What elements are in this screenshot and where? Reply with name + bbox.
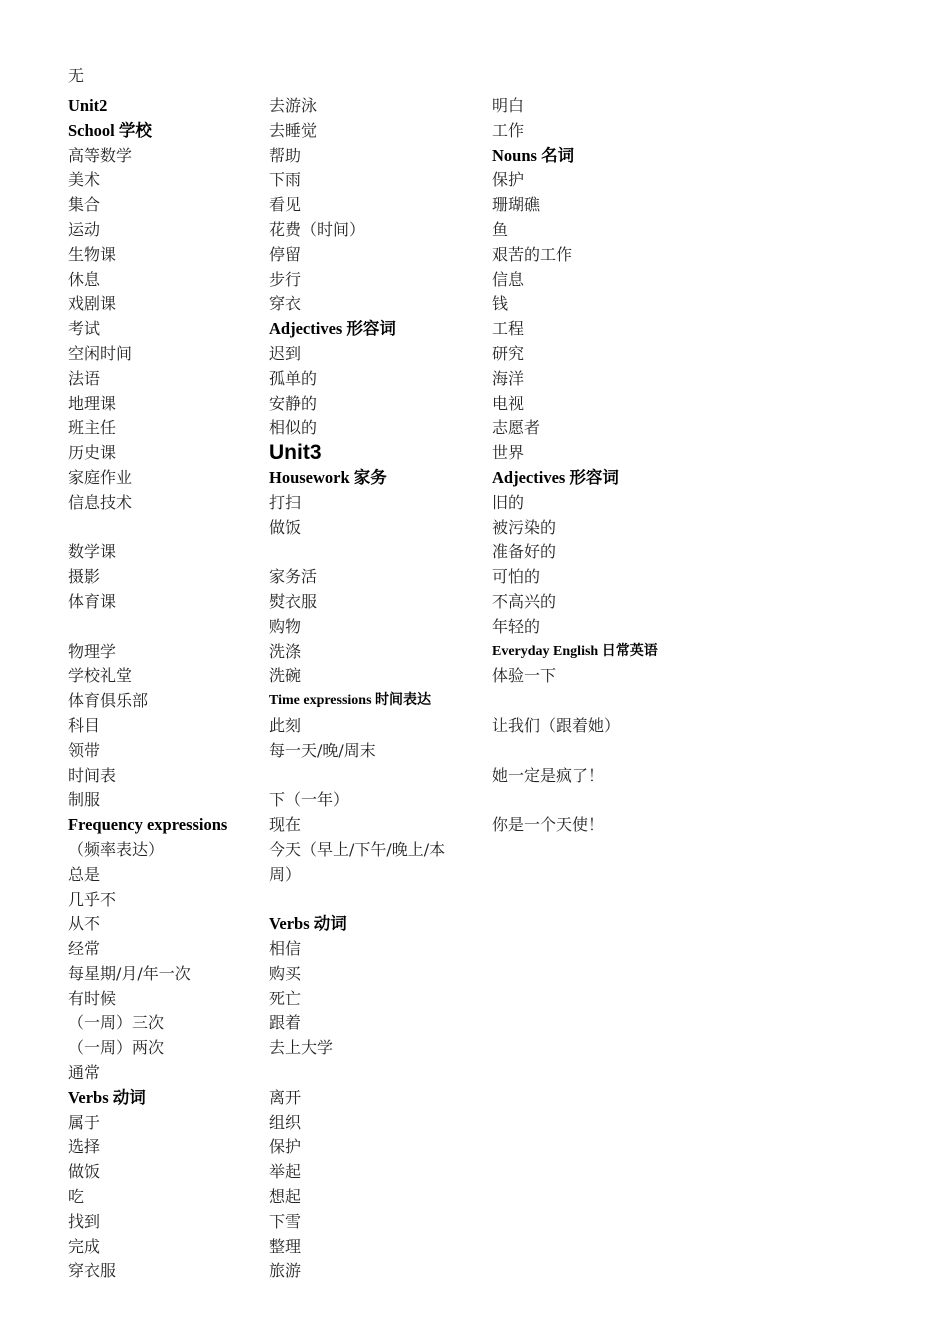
vocab-item — [269, 540, 469, 565]
vocab-item: 学校礼堂 — [68, 666, 133, 686]
vocab-item: 旅游 — [269, 1261, 302, 1281]
vocab-item: 世界 — [492, 443, 525, 463]
section-heading: Verbs 动词 — [269, 914, 347, 934]
vocab-item: 不高兴的 — [492, 591, 557, 611]
vocab-item: 电视 — [492, 393, 525, 413]
vocab-item: 保护 — [269, 1137, 302, 1157]
vocab-item: 工程 — [492, 319, 525, 339]
vocab-item: 志愿者 — [492, 418, 541, 438]
vocab-item: 高等数学 — [68, 145, 133, 165]
vocab-item: 摄影 — [68, 567, 101, 587]
vocab-item: 洗碗 — [269, 666, 302, 686]
vocab-item: 数学课 — [68, 542, 117, 562]
vocab-item: 班主任 — [68, 418, 117, 438]
vocab-item: 花费（时间） — [269, 219, 366, 239]
vocab-item: 去游泳 — [269, 96, 318, 115]
vocab-item: 迟到 — [269, 343, 302, 363]
vocab-item — [269, 1061, 469, 1086]
section-heading: Unit2 — [68, 96, 108, 115]
vocab-item: 整理 — [269, 1236, 302, 1256]
vocab-item: 洗涤 — [269, 641, 302, 661]
vocab-item: 可怕的 — [492, 567, 541, 587]
vocab-item: 休息 — [68, 269, 101, 289]
vocab-item — [492, 689, 712, 714]
section-heading: Unit3 — [269, 441, 322, 465]
vocab-item: 此刻 — [269, 715, 302, 735]
vocab-item: 工作 — [492, 120, 525, 140]
vocab-item: 下（一年） — [269, 790, 350, 810]
vocab-item: 吃 — [68, 1187, 85, 1207]
vocab-item: 通常 — [68, 1063, 101, 1083]
vocab-item: 时间表 — [68, 765, 117, 785]
vocab-item: 几乎不 — [68, 889, 117, 909]
vocab-item: 空闲时间 — [68, 343, 133, 363]
vocab-item: 穿衣服 — [68, 1261, 117, 1281]
vocab-item: 每一天/晚/周末 — [269, 740, 376, 760]
vocab-item: 今天（早上/下午/晚上/本周） — [269, 839, 446, 884]
vocab-item — [492, 739, 712, 764]
vocab-item: 安静的 — [269, 393, 318, 413]
vocab-item: 总是 — [68, 864, 101, 884]
vocab-item — [68, 516, 248, 541]
vocab-item: 历史课 — [68, 443, 117, 463]
vocab-item: 运动 — [68, 219, 101, 239]
vocab-item: 购物 — [269, 616, 302, 636]
vocab-item: 海洋 — [492, 368, 525, 388]
vocab-item: 家庭作业 — [68, 467, 133, 487]
vocab-item: 旧的 — [492, 492, 525, 512]
vocab-item: 让我们（跟着她） — [492, 715, 621, 735]
vocab-item: 看见 — [269, 195, 302, 215]
vocab-item: 经常 — [68, 939, 101, 959]
vocab-item: 离开 — [269, 1087, 302, 1107]
vocab-item: 她一定是疯了！ — [492, 765, 605, 785]
vocab-item: 年轻的 — [492, 616, 541, 636]
vocab-item: （一周）两次 — [68, 1038, 165, 1058]
vocab-item: 下雨 — [269, 170, 302, 190]
vocab-item — [269, 764, 469, 789]
vocab-item: 美术 — [68, 170, 101, 190]
vocab-item: 选择 — [68, 1137, 101, 1157]
vocab-item: 穿衣 — [269, 294, 302, 314]
vocab-item: 想起 — [269, 1187, 302, 1207]
vocab-item: 珊瑚礁 — [492, 195, 541, 215]
vocab-item: 找到 — [68, 1211, 101, 1231]
vocab-item: 制服 — [68, 790, 101, 810]
vocab-item: 钱 — [492, 294, 509, 314]
vocab-item: 法语 — [68, 368, 101, 388]
vocab-item: 做饭 — [68, 1162, 101, 1182]
vocab-item: 考试 — [68, 319, 101, 339]
vocab-item: 体验一下 — [492, 666, 557, 686]
section-heading: Housework 家务 — [269, 467, 387, 487]
vocab-item: 去上大学 — [269, 1038, 334, 1058]
section-heading: Adjectives 形容词 — [492, 467, 619, 487]
vocab-item — [492, 788, 712, 813]
section-heading: School 学校 — [68, 120, 152, 140]
vocab-item: 举起 — [269, 1162, 302, 1182]
vocab-item: 体育课 — [68, 591, 117, 611]
vocab-item: （频率表达） — [68, 839, 165, 859]
vocab-item: 购买 — [269, 963, 302, 983]
vocab-item: （一周）三次 — [68, 1013, 165, 1033]
vocab-item: 跟着 — [269, 1013, 302, 1033]
vocab-item: 科目 — [68, 715, 101, 735]
section-heading: Adjectives 形容词 — [269, 319, 396, 339]
vocab-column-1 — [68, 94, 248, 1284]
vocab-item: 属于 — [68, 1112, 101, 1132]
vocab-item: 从不 — [68, 914, 101, 934]
vocab-item: 相似的 — [269, 418, 318, 438]
vocab-item: 现在 — [269, 815, 302, 835]
vocab-item: 组织 — [269, 1112, 302, 1132]
vocab-item: 保护 — [492, 170, 525, 190]
section-heading: Nouns 名词 — [492, 145, 575, 165]
section-heading: Time expressions 时间表达 — [269, 693, 432, 709]
vocab-item: 你是一个天使！ — [492, 815, 605, 835]
vocab-item: 停留 — [269, 244, 302, 264]
page-top-text: 无 — [68, 66, 85, 85]
vocab-item — [68, 615, 248, 640]
vocab-item: 家务活 — [269, 567, 318, 587]
vocab-item: 每星期/月/年一次 — [68, 963, 191, 983]
vocab-item: 被污染的 — [492, 517, 557, 537]
vocab-item: 帮助 — [269, 145, 302, 165]
vocab-item: 物理学 — [68, 641, 117, 661]
vocab-item: 鱼 — [492, 219, 509, 239]
vocab-item: 信息技术 — [68, 492, 133, 512]
vocab-item: 地理课 — [68, 393, 117, 413]
section-heading: Everyday English 日常英语 — [492, 643, 658, 659]
vocab-item: 生物课 — [68, 244, 117, 264]
vocab-item: 领带 — [68, 740, 101, 760]
vocab-item: 相信 — [269, 939, 302, 959]
vocab-item: 孤单的 — [269, 368, 318, 388]
vocab-item: 完成 — [68, 1236, 101, 1256]
vocab-item: 明白 — [492, 96, 525, 115]
vocab-item: 戏剧课 — [68, 294, 117, 314]
vocab-item: 研究 — [492, 343, 525, 363]
vocab-item: 做饭 — [269, 517, 302, 537]
vocab-item — [269, 888, 469, 913]
vocab-item: 熨衣服 — [269, 591, 318, 611]
vocab-item: 死亡 — [269, 988, 302, 1008]
vocab-item: 集合 — [68, 195, 101, 215]
vocab-item: 艰苦的工作 — [492, 244, 573, 264]
vocab-item: 有时候 — [68, 988, 117, 1008]
vocab-column-2 — [269, 94, 469, 1284]
section-heading: Frequency expressions — [68, 815, 228, 835]
vocab-column-3 — [492, 94, 712, 838]
section-heading: Verbs 动词 — [68, 1087, 146, 1107]
vocab-item: 步行 — [269, 269, 302, 289]
vocab-item: 体育俱乐部 — [68, 691, 149, 711]
vocab-item: 信息 — [492, 269, 525, 289]
vocab-item: 下雪 — [269, 1211, 302, 1231]
vocab-item: 准备好的 — [492, 542, 557, 562]
vocab-item: 去睡觉 — [269, 120, 318, 140]
vocab-item: 打扫 — [269, 492, 302, 512]
